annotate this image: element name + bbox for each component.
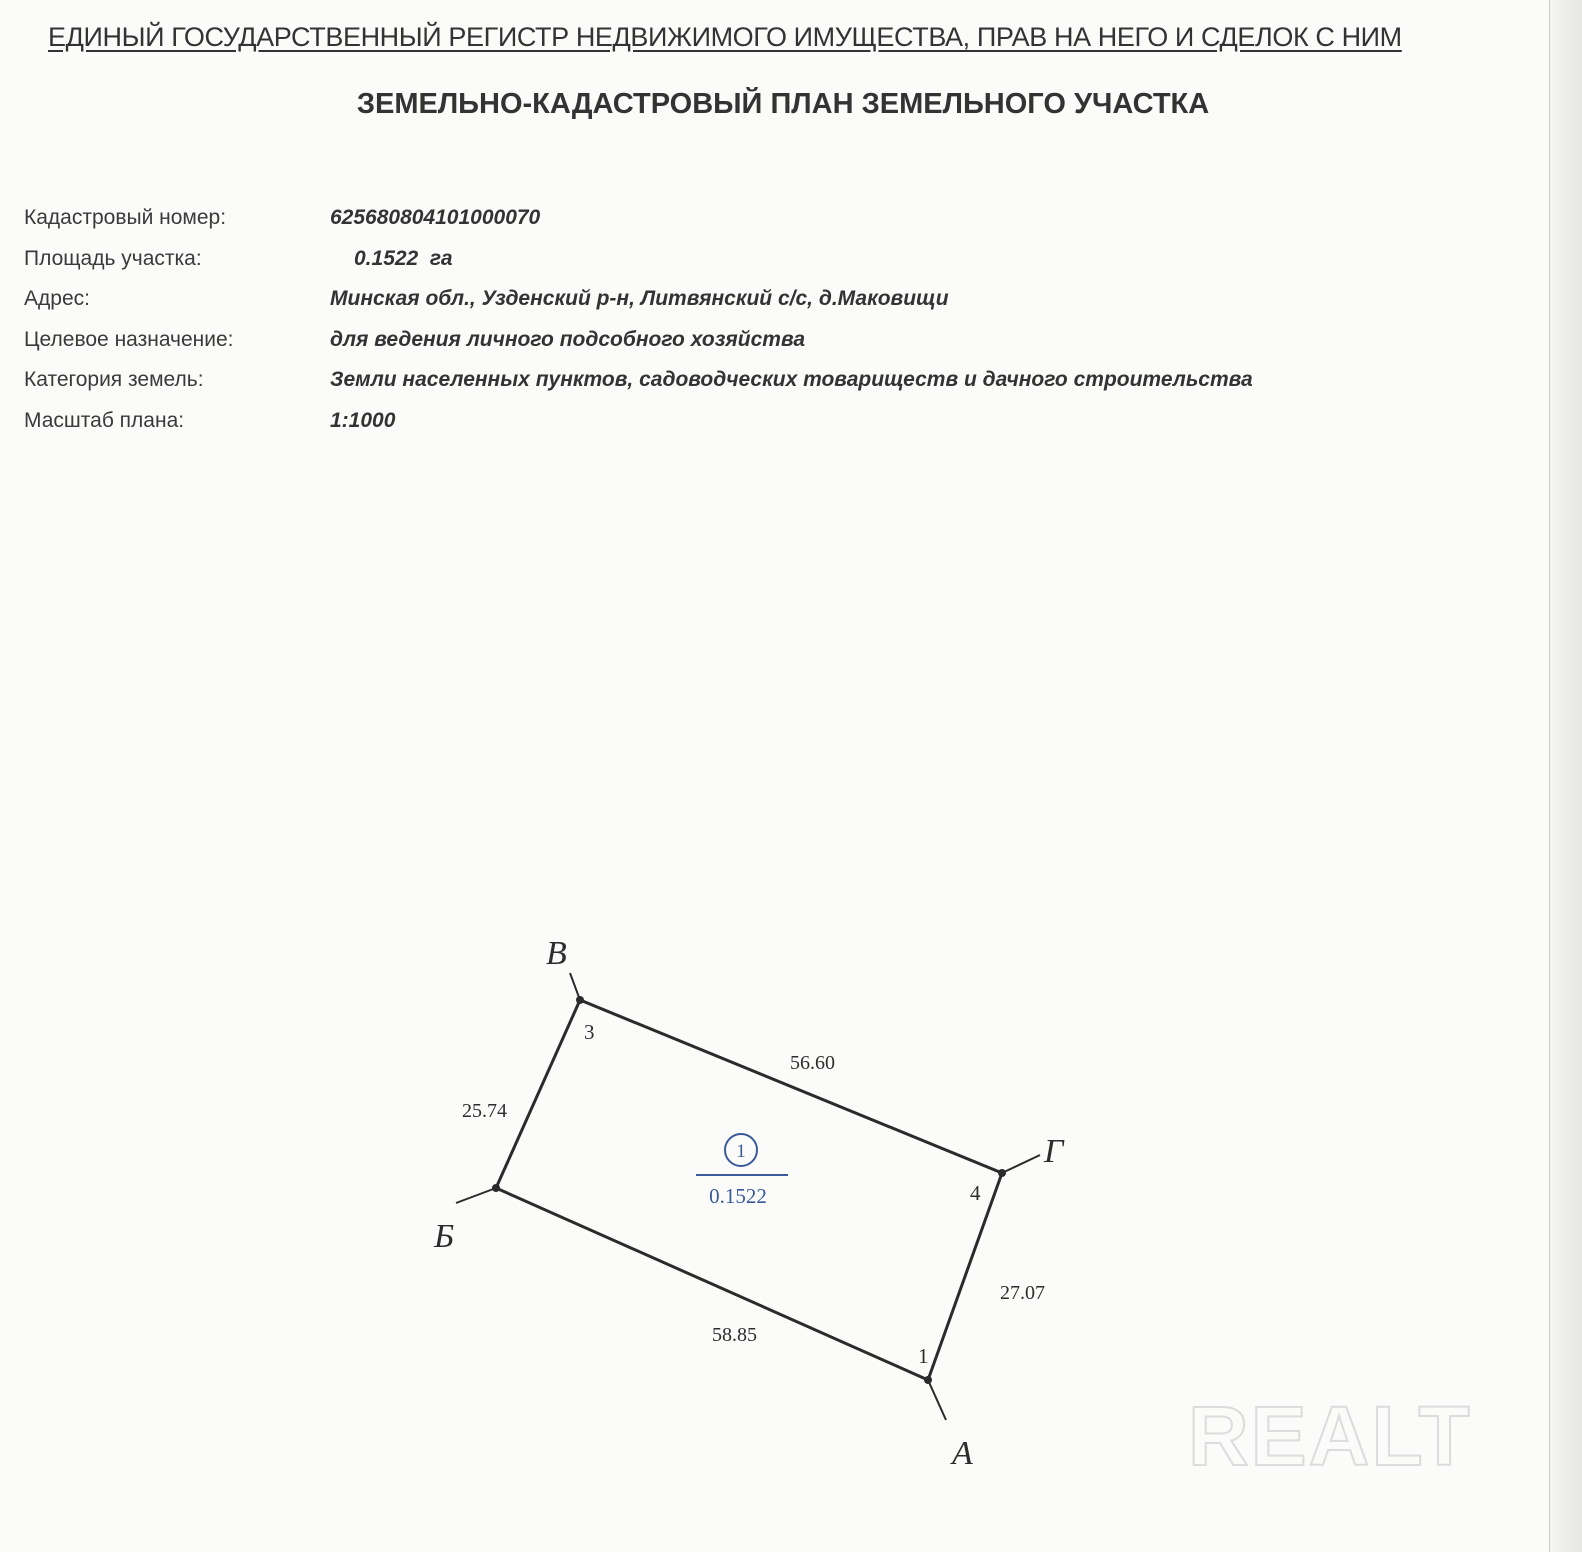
- vertex-letter: Г: [1044, 1133, 1064, 1170]
- vertex-tick: [928, 1380, 946, 1420]
- vertex-point: [998, 1169, 1006, 1177]
- field-label: Масштаб плана:: [24, 408, 185, 432]
- field-value: Земли населенных пунктов, садоводческих товариществ и дачного строительства: [330, 368, 1253, 392]
- field-value: Минская обл., Узденский р-н, Литвянский с/с, д.Маковищи: [330, 287, 949, 311]
- vertex-tick: [456, 1188, 496, 1203]
- side-length: 27.07: [1000, 1282, 1045, 1304]
- field-value: 625680804101000070: [330, 206, 541, 229]
- vertex-number: 4: [970, 1181, 981, 1205]
- vertex-point: [492, 1184, 500, 1192]
- side-length: 25.74: [462, 1100, 507, 1122]
- vertex-point: [576, 996, 584, 1004]
- registry-header: ЕДИНЫЙ ГОСУДАРСТВЕННЫЙ РЕГИСТР НЕДВИЖИМОГО ИМУЩЕСТВА, ПРАВ НА НЕГО И СДЕЛОК С НИМ: [48, 22, 1402, 52]
- parcel-number: 1: [736, 1141, 746, 1162]
- watermark-logo: REALT: [1188, 1389, 1472, 1483]
- vertex-tick: [570, 973, 580, 1000]
- field-value: 1:1000: [330, 408, 396, 432]
- parcel-area: 0.1522: [709, 1184, 767, 1208]
- vertex-number: 3: [584, 1020, 595, 1044]
- document-title: ЗЕМЕЛЬНО-КАДАСТРОВЫЙ ПЛАН ЗЕМЕЛЬНОГО УЧАСТКА: [356, 88, 1210, 120]
- side-length: 56.60: [790, 1052, 835, 1074]
- field-label: Адрес:: [24, 287, 90, 311]
- field-label: Кадастровый номер:: [24, 206, 227, 229]
- field-label: Категория земель:: [24, 368, 204, 392]
- vertex-letter: А: [952, 1435, 973, 1472]
- vertex-letter: Б: [434, 1218, 455, 1255]
- field-value: для ведения личного подсобного хозяйства: [330, 327, 806, 351]
- vertex-letter: В: [546, 935, 567, 972]
- vertex-point: [924, 1376, 932, 1384]
- field-label: Площадь участка:: [24, 246, 202, 270]
- field-value: 0.1522 га: [354, 246, 453, 270]
- vertex-tick: [1002, 1155, 1040, 1173]
- side-length: 58.85: [712, 1324, 757, 1346]
- vertex-number: 1: [918, 1344, 929, 1368]
- field-label: Целевое назначение:: [24, 327, 234, 351]
